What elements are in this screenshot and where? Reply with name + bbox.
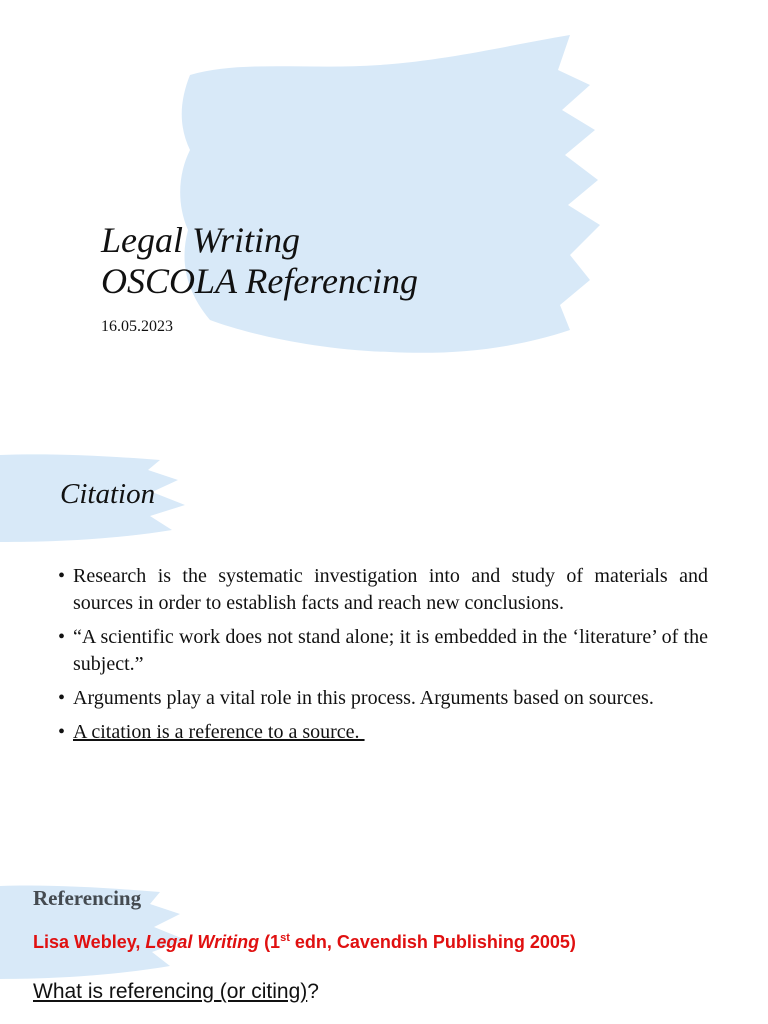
bullet-dot: •	[58, 565, 66, 587]
bullet-item	[58, 563, 708, 617]
title-line-1: Legal Writing	[101, 220, 301, 260]
reference-author: Lisa Webley,	[33, 932, 146, 952]
presentation-title	[101, 220, 418, 302]
bullet-dot: •	[58, 626, 66, 648]
slide-title: Citation	[60, 478, 156, 510]
bullet-text-underlined: A citation is a reference to a source.	[73, 721, 365, 743]
bullet-text: Arguments play a vital role in this process. Arguments based on sources.	[73, 687, 654, 709]
bullet-list	[58, 563, 708, 753]
reference-edition-number: (1	[259, 932, 281, 952]
book-reference	[33, 932, 576, 953]
bullet-dot: •	[58, 687, 66, 709]
reference-edition-suffix: st	[280, 932, 290, 944]
bullet-item	[58, 685, 708, 712]
citation-slide	[0, 420, 768, 860]
referencing-slide	[0, 860, 768, 1024]
bullet-text: “A scientific work does not stand alone; it is embedded in the ‘literature’ of the subject.”	[73, 626, 708, 675]
title-slide	[0, 0, 768, 420]
brush-stroke-decoration	[150, 30, 610, 370]
reference-publisher: edn, Cavendish Publishing 2005)	[289, 932, 576, 952]
slide-heading: Referencing	[33, 886, 142, 910]
bullet-dot: •	[58, 721, 66, 743]
presentation-date: 16.05.2023	[101, 318, 173, 335]
bullet-text: Research is the systematic investigation into and study of materials and sources in order to establish facts and reach new conclusions.	[73, 565, 708, 614]
title-line-2: OSCOLA Referencing	[101, 261, 418, 301]
question-mark: ?	[307, 980, 319, 1003]
reference-title: Legal Writing	[145, 932, 260, 952]
question-text	[33, 980, 319, 1004]
question-underlined: What is referencing (or citing)	[33, 980, 308, 1003]
bullet-item	[58, 624, 708, 678]
bullet-item	[58, 719, 708, 746]
